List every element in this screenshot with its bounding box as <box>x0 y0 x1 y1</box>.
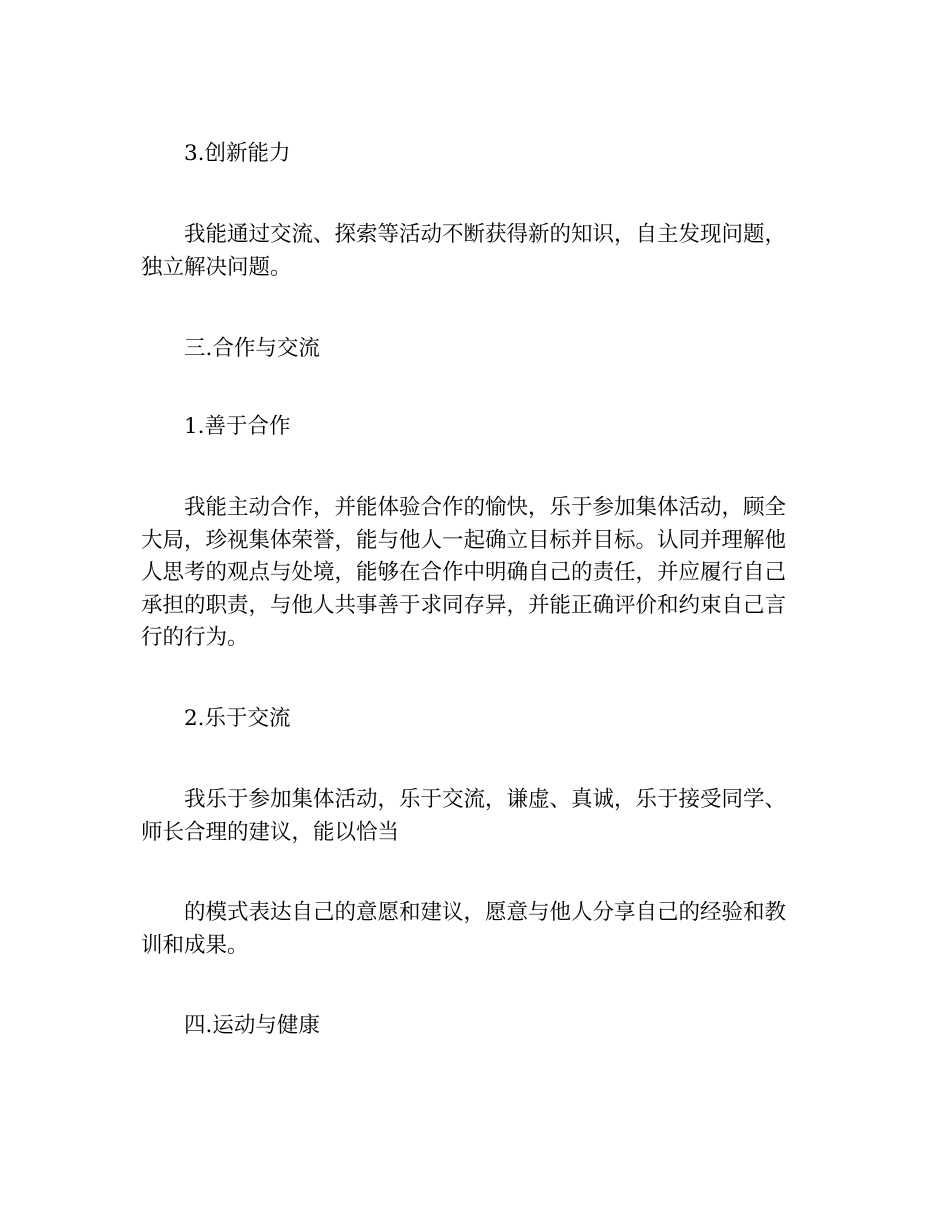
heading-cooperation-section: 三.合作与交流 <box>184 336 320 361</box>
paragraph-innovation: 我能通过交流、探索等活动不断获得新的知识，自主发现问题，独立解决问题。 <box>141 222 787 280</box>
heading-communication: 2.乐于交流 <box>184 706 291 731</box>
paragraph-communication-2: 的模式表达自己的意愿和建议，愿意与他人分享自己的经验和教训和成果。 <box>141 900 787 958</box>
paragraph-good-cooperation: 我能主动合作，并能体验合作的愉快，乐于参加集体活动，顾全大局，珍视集体荣誉，能与他人一起确立目标并目标。认同并理解他人思考的观点与处境，能够在合作中明确自己的责任，并应履行自己承担的职责，与他人共事善于求同存异，并能正确评价和约束自己言行的行为。 <box>141 495 787 650</box>
paragraph-communication-1: 我乐于参加集体活动，乐于交流，谦虚、真诚，乐于接受同学、师长合理的建议，能以恰当 <box>141 787 787 845</box>
heading-innovation: 3.创新能力 <box>184 141 291 166</box>
heading-sports-section: 四.运动与健康 <box>184 1013 320 1038</box>
heading-good-cooperation: 1.善于合作 <box>184 414 291 439</box>
